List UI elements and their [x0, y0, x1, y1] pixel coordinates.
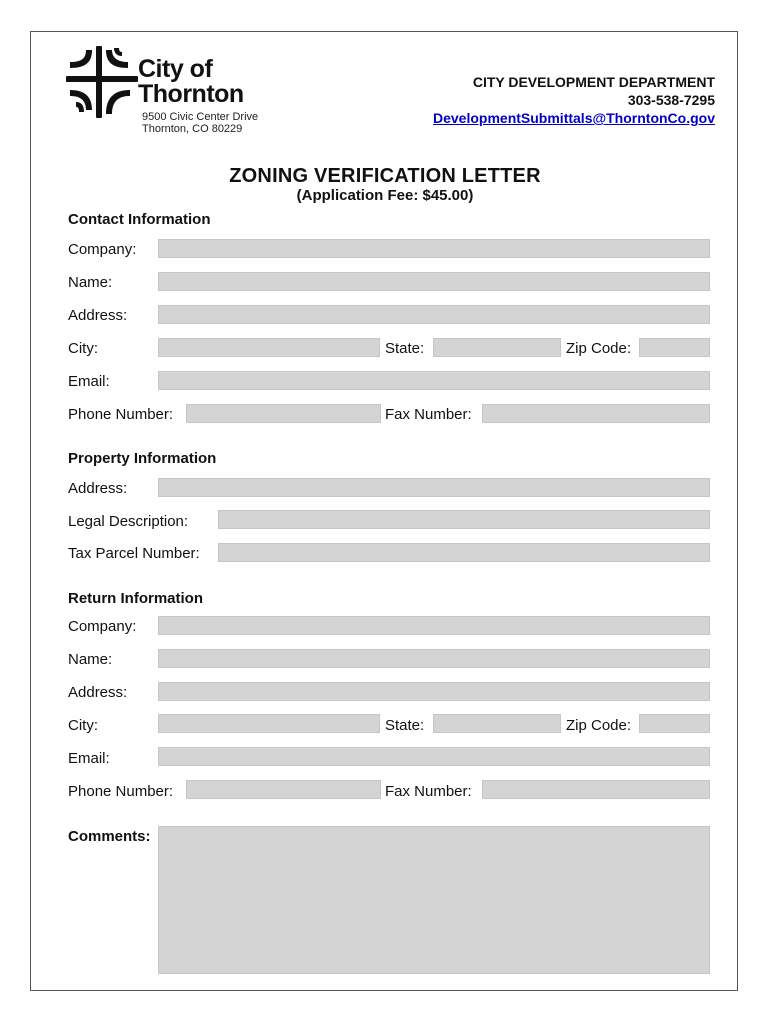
- application-fee: (Application Fee: $45.00): [296, 187, 474, 204]
- return-city-label: City:: [68, 717, 98, 734]
- return-fax-field[interactable]: [482, 780, 710, 799]
- department-name: CITY DEVELOPMENT DEPARTMENT: [472, 74, 715, 90]
- return-state-label: State:: [385, 717, 425, 734]
- return-email-field[interactable]: [158, 747, 710, 766]
- contact-section-heading: Contact Information: [68, 211, 211, 228]
- contact-address-label: Address:: [68, 307, 128, 324]
- contact-fax-field[interactable]: [482, 404, 710, 423]
- return-name-field[interactable]: [158, 649, 710, 668]
- return-company-field[interactable]: [158, 616, 710, 635]
- contact-company-label: Company:: [68, 241, 137, 258]
- return-section-heading: Return Information: [68, 590, 203, 607]
- address-line-1: 9500 Civic Center Drive: [142, 111, 259, 123]
- return-state-field[interactable]: [433, 714, 561, 733]
- contact-state-label: State:: [385, 340, 425, 357]
- property-legal-label: Legal Description:: [68, 513, 189, 530]
- contact-email-label: Email:: [68, 373, 110, 390]
- return-phone-label: Phone Number:: [68, 783, 174, 800]
- department-phone: 303-538-7295: [627, 92, 715, 108]
- return-email-label: Email:: [68, 750, 110, 767]
- form-title: ZONING VERIFICATION LETTER: [229, 165, 541, 187]
- contact-state-field[interactable]: [433, 338, 561, 357]
- return-zip-label: Zip Code:: [566, 717, 632, 734]
- return-address-label: Address:: [68, 684, 128, 701]
- return-phone-field[interactable]: [186, 780, 381, 799]
- return-address-field[interactable]: [158, 682, 710, 701]
- contact-city-label: City:: [68, 340, 98, 357]
- return-company-label: Company:: [68, 618, 137, 635]
- contact-name-field[interactable]: [158, 272, 710, 291]
- property-parcel-label: Tax Parcel Number:: [68, 545, 200, 562]
- department-block: [433, 73, 715, 127]
- contact-city-field[interactable]: [158, 338, 380, 357]
- contact-phone-label: Phone Number:: [68, 406, 174, 423]
- contact-zip-field[interactable]: [639, 338, 710, 357]
- department-email-link[interactable]: DevelopmentSubmittals@ThorntonCo.gov: [433, 110, 715, 126]
- return-zip-field[interactable]: [639, 714, 710, 733]
- logo-text-city-of: City of: [138, 55, 213, 83]
- address-line-2: Thornton, CO 80229: [142, 123, 243, 135]
- contact-email-field[interactable]: [158, 371, 710, 390]
- return-name-label: Name:: [68, 651, 113, 668]
- property-address-label: Address:: [68, 480, 128, 497]
- comments-textarea[interactable]: [158, 826, 710, 974]
- contact-fax-label: Fax Number:: [385, 406, 472, 423]
- contact-phone-field[interactable]: [186, 404, 381, 423]
- contact-address-field[interactable]: [158, 305, 710, 324]
- logo-text-thornton: Thornton: [138, 80, 244, 108]
- property-legal-field[interactable]: [218, 510, 710, 529]
- property-section-heading: Property Information: [68, 450, 217, 467]
- city-logo-icon: [66, 46, 138, 118]
- return-city-field[interactable]: [158, 714, 380, 733]
- property-address-field[interactable]: [158, 478, 710, 497]
- contact-name-label: Name:: [68, 274, 113, 291]
- comments-label: Comments:: [68, 828, 151, 845]
- contact-zip-label: Zip Code:: [566, 340, 632, 357]
- return-fax-label: Fax Number:: [385, 783, 472, 800]
- contact-company-field[interactable]: [158, 239, 710, 258]
- property-parcel-field[interactable]: [218, 543, 710, 562]
